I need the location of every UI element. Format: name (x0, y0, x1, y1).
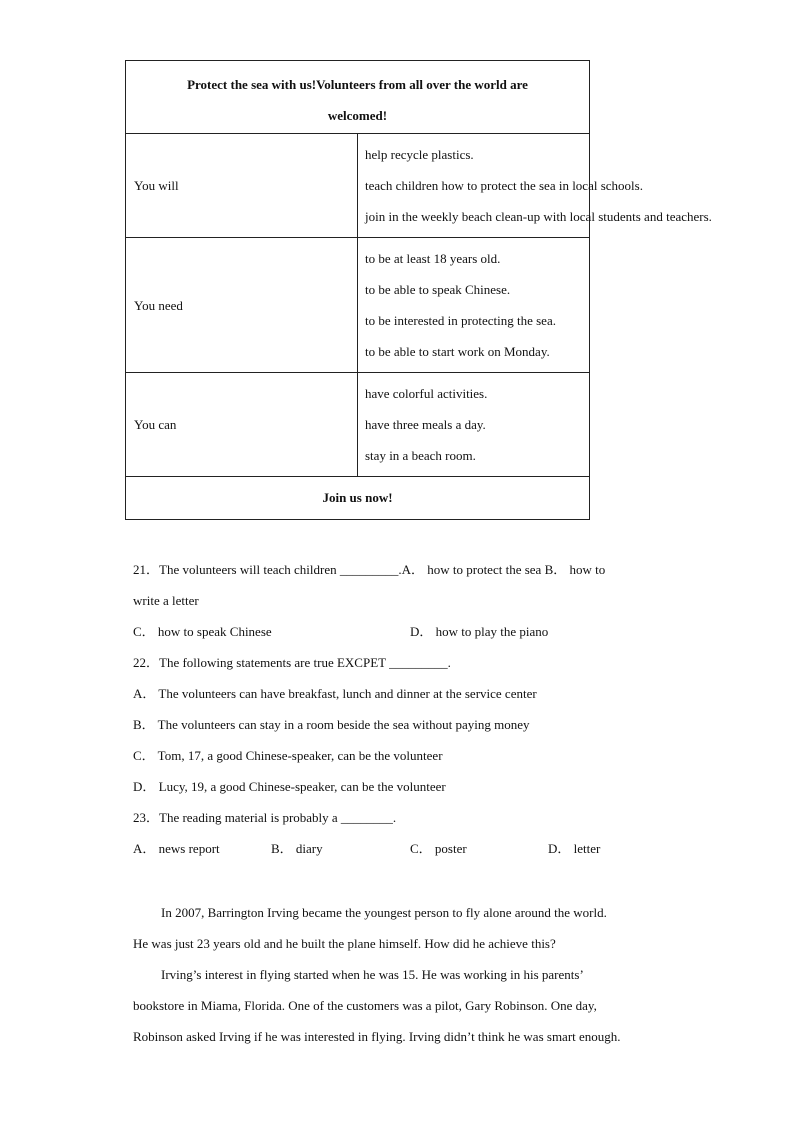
row-label: You will (126, 134, 358, 238)
poster-title-cell (126, 61, 590, 134)
row-item: have colorful activities. (365, 386, 488, 401)
option-a: A． news report (133, 841, 220, 856)
question-23-options (133, 833, 673, 864)
poster-footer: Join us now! (126, 477, 590, 520)
passage-line: Robinson asked Irving if he was interested in flying. Irving didn’t think he was smart enough. (133, 1029, 621, 1044)
poster-row-you-will (126, 134, 590, 238)
question-21-stem-continued: write a letter (133, 593, 199, 608)
questions-section (133, 554, 673, 864)
poster-title-line-2: welcomed! (327, 108, 388, 123)
option-c: C． how to speak Chinese (133, 624, 272, 639)
passage-line: bookstore in Miama, Florida. One of the customers was a pilot, Gary Robinson. One day, (133, 998, 597, 1013)
row-item: to be interested in protecting the sea. (365, 313, 556, 328)
row-item: join in the weekly beach clean-up with local students and teachers. (365, 209, 712, 224)
option-c: C． poster (410, 841, 467, 856)
row-item: to be at least 18 years old. (365, 251, 501, 266)
option-b: B． diary (271, 841, 323, 856)
row-item: stay in a beach room. (365, 448, 476, 463)
row-item: help recycle plastics. (365, 147, 474, 162)
row-label: You need (126, 238, 358, 373)
reading-passage (133, 897, 693, 1052)
row-item: to be able to start work on Monday. (365, 344, 550, 359)
option-b: B． The volunteers can stay in a room beside the sea without paying money (133, 717, 530, 732)
row-item: to be able to speak Chinese. (365, 282, 511, 297)
option-d: D． letter (548, 841, 601, 856)
row-item: have three meals a day. (365, 417, 486, 432)
poster-row-you-need (126, 238, 590, 373)
row-items (358, 134, 712, 238)
passage-line: Irving’s interest in flying started when he was 15. He was working in his parents’ (161, 967, 584, 982)
row-items (358, 238, 590, 373)
passage-line: In 2007, Barrington Irving became the youngest person to fly alone around the world. (161, 905, 607, 920)
option-d: D． how to play the piano (410, 624, 549, 639)
question-21-stem: 21．The volunteers will teach children _________.A． how to protect the sea B． how to (133, 562, 606, 577)
option-a: A． The volunteers can have breakfast, lunch and dinner at the service center (133, 686, 537, 701)
question-23-stem: 23．The reading material is probably a ________. (133, 810, 397, 825)
question-22-stem: 22．The following statements are true EXCPET _________. (133, 655, 451, 670)
poster-row-you-can (126, 373, 590, 477)
passage-line: He was just 23 years old and he built the plane himself. How did he achieve this? (133, 936, 556, 951)
row-item: teach children how to protect the sea in local schools. (365, 178, 643, 193)
volunteer-poster-table (125, 60, 712, 520)
option-c: C． Tom, 17, a good Chinese-speaker, can be the volunteer (133, 748, 443, 763)
row-label: You can (126, 373, 358, 477)
row-items (358, 373, 590, 477)
poster-title-line-1: Protect the sea with us!Volunteers from all over the world are (187, 77, 528, 92)
option-d: D． Lucy, 19, a good Chinese-speaker, can be the volunteer (133, 779, 446, 794)
question-21-options-cd (133, 616, 673, 647)
